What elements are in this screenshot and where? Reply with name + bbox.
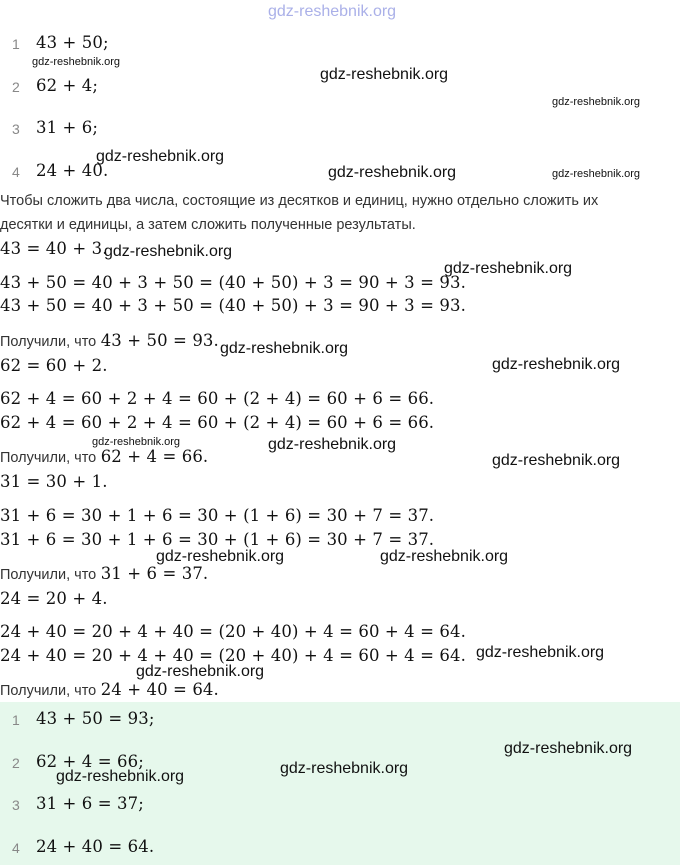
decomposition: 62 = 60 + 2.: [0, 356, 108, 375]
watermark: gdz-reshebnik.org: [380, 548, 509, 565]
watermark: gdz-reshebnik.org: [56, 768, 185, 785]
answer-item-expression: 62 + 4 = 66;: [36, 752, 144, 771]
result-sentence: [0, 331, 219, 351]
solution-line: 24 + 40 = 20 + 4 + 40 = (20 + 40) + 4 = 60 + 4 = 64.: [0, 646, 466, 665]
explanation-line: десятки и единицы, а затем сложить полученные результаты.: [0, 217, 416, 233]
solution-line: 43 + 50 = 40 + 3 + 50 = (40 + 50) + 3 = 90 + 3 = 93.: [0, 296, 466, 315]
watermark: gdz-reshebnik.org: [96, 148, 225, 165]
watermark: gdz-reshebnik.org: [552, 168, 641, 180]
watermark: gdz-reshebnik.org: [504, 740, 633, 757]
answer-item-expression: 43 + 50 = 93;: [36, 709, 155, 728]
decomposition: 24 = 20 + 4.: [0, 589, 108, 608]
result-prefix: Получили, что: [0, 567, 97, 583]
watermark: gdz-reshebnik.org: [492, 356, 621, 373]
answer-item-number: 3: [12, 797, 20, 813]
explanation-line: Чтобы сложить два числа, состоящие из десятков и единиц, нужно отдельно сложить их: [0, 193, 599, 209]
watermark: gdz-reshebnik.org: [220, 340, 349, 357]
result-prefix: Получили, что: [0, 683, 97, 699]
watermark: gdz-reshebnik.org: [32, 56, 121, 68]
result-prefix: Получили, что: [0, 450, 97, 466]
task-item-expression: 62 + 4;: [36, 76, 99, 95]
answer-item-expression: 31 + 6 = 37;: [36, 794, 144, 813]
answer-item-number: 2: [12, 755, 20, 771]
solution-line: 62 + 4 = 60 + 2 + 4 = 60 + (2 + 4) = 60 + 6 = 66.: [0, 413, 435, 432]
answer-item-expression: 24 + 40 = 64.: [36, 837, 155, 856]
watermark: gdz-reshebnik.org: [136, 663, 265, 680]
decomposition: 31 = 30 + 1.: [0, 472, 108, 491]
result-sentence: [0, 447, 208, 467]
task-item-expression: 31 + 6;: [36, 118, 99, 137]
result-prefix: Получили, что: [0, 334, 97, 350]
answer-item-number: 1: [12, 712, 20, 728]
result-sentence: [0, 564, 208, 584]
task-item-expression: 43 + 50;: [36, 33, 109, 52]
answer-item-number: 4: [12, 840, 20, 856]
solution-line: 62 + 4 = 60 + 2 + 4 = 60 + (2 + 4) = 60 + 6 = 66.: [0, 389, 435, 408]
watermark: gdz-reshebnik.org: [156, 548, 285, 565]
watermark: gdz-reshebnik.org: [328, 164, 457, 181]
watermark: gdz-reshebnik.org: [552, 96, 641, 108]
solution-line: 43 + 50 = 40 + 3 + 50 = (40 + 50) + 3 = 90 + 3 = 93.: [0, 273, 466, 292]
solution-line: 24 + 40 = 20 + 4 + 40 = (20 + 40) + 4 = 60 + 4 = 64.: [0, 622, 466, 641]
header-watermark: gdz-reshebnik.org: [268, 3, 397, 20]
result-expression: 31 + 6 = 37.: [100, 564, 209, 583]
result-expression: 43 + 50 = 93.: [100, 331, 219, 350]
task-item-expression: 24 + 40.: [36, 161, 109, 180]
watermark: gdz-reshebnik.org: [476, 644, 605, 661]
task-item-number: 1: [12, 36, 20, 52]
watermark: gdz-reshebnik.org: [280, 760, 409, 777]
task-item-number: 4: [12, 164, 20, 180]
watermark: gdz-reshebnik.org: [104, 243, 233, 260]
result-expression: 62 + 4 = 66.: [100, 447, 209, 466]
solution-line: 31 + 6 = 30 + 1 + 6 = 30 + (1 + 6) = 30 + 7 = 37.: [0, 506, 435, 525]
watermark: gdz-reshebnik.org: [92, 436, 181, 448]
decomposition: 43 = 40 + 3.: [0, 239, 108, 258]
task-item-number: 3: [12, 121, 20, 137]
solution-line: 31 + 6 = 30 + 1 + 6 = 30 + (1 + 6) = 30 + 7 = 37.: [0, 530, 435, 549]
result-sentence: [0, 680, 219, 700]
watermark: gdz-reshebnik.org: [492, 452, 621, 469]
watermark: gdz-reshebnik.org: [268, 436, 397, 453]
result-expression: 24 + 40 = 64.: [100, 680, 219, 699]
watermark: gdz-reshebnik.org: [320, 66, 449, 83]
task-item-number: 2: [12, 79, 20, 95]
watermark: gdz-reshebnik.org: [444, 260, 573, 277]
